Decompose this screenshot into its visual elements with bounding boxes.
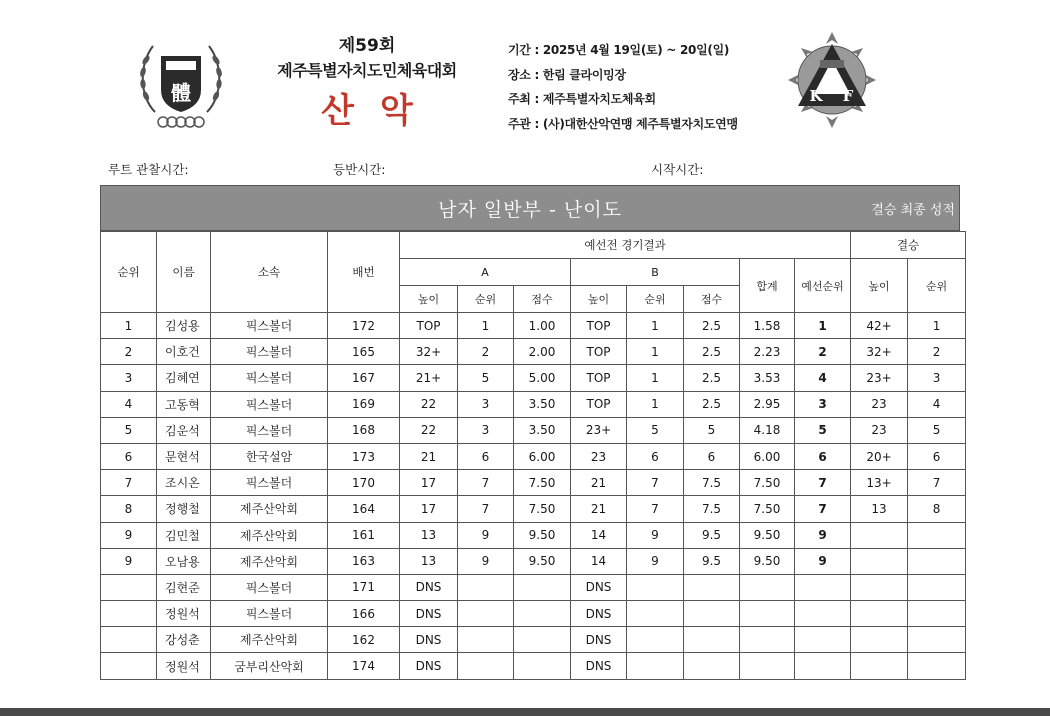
cell-b-height: 23+ xyxy=(571,417,627,443)
svg-text:K: K xyxy=(809,87,823,105)
cell-total: 7.50 xyxy=(740,470,795,496)
col-b-height: 높이 xyxy=(571,286,627,313)
cell-rank xyxy=(101,574,157,600)
cell-b-rank: 5 xyxy=(627,417,684,443)
cell-b-height: TOP xyxy=(571,391,627,417)
cell-a-score: 3.50 xyxy=(514,391,571,417)
info-period: 기간 : 2025년 4월 19일(토) ~ 20일(일) xyxy=(508,43,730,57)
cell-bib: 163 xyxy=(328,548,400,574)
cell-bib: 170 xyxy=(328,470,400,496)
cell-prelim-rank xyxy=(795,653,851,679)
cell-b-rank: 1 xyxy=(627,391,684,417)
col-bib: 배번 xyxy=(328,232,400,313)
cell-rank: 8 xyxy=(101,496,157,522)
cell-bib: 162 xyxy=(328,627,400,653)
cell-bib: 166 xyxy=(328,601,400,627)
cell-b-score xyxy=(684,627,740,653)
cell-final-height xyxy=(851,627,908,653)
cell-b-score: 5 xyxy=(684,417,740,443)
cell-bib: 168 xyxy=(328,417,400,443)
cell-a-rank: 6 xyxy=(458,443,514,469)
cell-final-rank: 3 xyxy=(908,365,966,391)
col-name: 이름 xyxy=(157,232,211,313)
category-banner xyxy=(100,185,960,231)
cell-bib: 167 xyxy=(328,365,400,391)
cell-name: 정원석 xyxy=(157,601,211,627)
cell-name: 김성용 xyxy=(157,313,211,339)
cell-total xyxy=(740,601,795,627)
cell-total: 1.58 xyxy=(740,313,795,339)
cell-team: 한국설암 xyxy=(211,443,328,469)
col-a-height: 높이 xyxy=(400,286,458,313)
cell-b-height: TOP xyxy=(571,313,627,339)
header-row-1 xyxy=(101,232,966,259)
cell-b-rank: 1 xyxy=(627,339,684,365)
cell-a-height: TOP xyxy=(400,313,458,339)
cell-b-score: 2.5 xyxy=(684,339,740,365)
cell-rank xyxy=(101,601,157,627)
cell-name: 오남용 xyxy=(157,548,211,574)
games-emblem xyxy=(133,34,229,134)
cell-final-height: 42+ xyxy=(851,313,908,339)
cell-b-height: 14 xyxy=(571,548,627,574)
cell-prelim-rank: 2 xyxy=(795,339,851,365)
cell-final-height xyxy=(851,601,908,627)
svg-text:體: 體 xyxy=(171,81,191,105)
cell-a-height: DNS xyxy=(400,627,458,653)
cell-bib: 174 xyxy=(328,653,400,679)
cell-b-score: 6 xyxy=(684,443,740,469)
col-final-group: 결승 xyxy=(851,232,966,259)
cell-team: 픽스볼더 xyxy=(211,574,328,600)
cell-prelim-rank xyxy=(795,574,851,600)
cell-team: 픽스볼더 xyxy=(211,417,328,443)
cell-a-rank: 9 xyxy=(458,522,514,548)
cell-a-rank: 1 xyxy=(458,313,514,339)
cell-team: 픽스볼더 xyxy=(211,313,328,339)
info-host: 주최 : 제주특별자치도체육회 xyxy=(508,92,656,106)
cell-total: 3.53 xyxy=(740,365,795,391)
sport-title: 산악 xyxy=(321,91,439,131)
col-final-height: 높이 xyxy=(851,259,908,313)
cell-bib: 171 xyxy=(328,574,400,600)
cell-b-score xyxy=(684,601,740,627)
cell-team: 제주산악회 xyxy=(211,496,328,522)
cell-rank: 5 xyxy=(101,417,157,443)
cell-total: 2.23 xyxy=(740,339,795,365)
cell-b-rank: 7 xyxy=(627,470,684,496)
cell-total xyxy=(740,574,795,600)
cell-a-height: DNS xyxy=(400,601,458,627)
cell-a-score: 7.50 xyxy=(514,496,571,522)
cell-rank: 2 xyxy=(101,339,157,365)
cell-b-score: 9.5 xyxy=(684,548,740,574)
cell-bib: 172 xyxy=(328,313,400,339)
cell-final-rank: 2 xyxy=(908,339,966,365)
svg-text:F: F xyxy=(842,87,854,105)
cell-name: 고동혁 xyxy=(157,391,211,417)
table-row xyxy=(101,391,966,417)
cell-b-rank xyxy=(627,574,684,600)
cell-rank: 9 xyxy=(101,522,157,548)
cell-final-height: 23 xyxy=(851,417,908,443)
cell-a-score: 1.00 xyxy=(514,313,571,339)
cell-a-rank: 2 xyxy=(458,339,514,365)
cell-prelim-rank: 9 xyxy=(795,548,851,574)
cell-final-rank xyxy=(908,653,966,679)
cell-rank: 1 xyxy=(101,313,157,339)
cell-a-height: 22 xyxy=(400,417,458,443)
cell-b-rank: 1 xyxy=(627,313,684,339)
table-row xyxy=(101,443,966,469)
cell-a-rank xyxy=(458,653,514,679)
cell-name: 김운석 xyxy=(157,417,211,443)
cell-a-rank: 9 xyxy=(458,548,514,574)
info-organizer: 주관 : (사)대한산악연맹 제주특별자치도연맹 xyxy=(508,116,738,131)
table-row xyxy=(101,313,966,339)
federation-emblem xyxy=(786,30,878,130)
cell-team: 제주산악회 xyxy=(211,627,328,653)
cell-rank xyxy=(101,627,157,653)
title-block xyxy=(262,34,472,132)
table-row xyxy=(101,339,966,365)
table-row xyxy=(101,365,966,391)
event-edition: 제59회 xyxy=(338,36,396,56)
col-a-rank: 순위 xyxy=(458,286,514,313)
cell-team: 픽스볼더 xyxy=(211,365,328,391)
cell-final-rank xyxy=(908,548,966,574)
event-info xyxy=(508,38,738,136)
cell-a-rank: 3 xyxy=(458,391,514,417)
cell-b-rank: 9 xyxy=(627,522,684,548)
cell-b-rank xyxy=(627,601,684,627)
col-route-a: A xyxy=(400,259,571,286)
cell-final-rank: 7 xyxy=(908,470,966,496)
cell-a-score: 5.00 xyxy=(514,365,571,391)
cell-prelim-rank: 5 xyxy=(795,417,851,443)
cell-final-rank: 6 xyxy=(908,443,966,469)
cell-final-rank xyxy=(908,522,966,548)
event-name: 제주특별자치도민체육대회 xyxy=(277,61,457,80)
cell-a-score xyxy=(514,574,571,600)
results-table xyxy=(100,231,966,680)
col-team: 소속 xyxy=(211,232,328,313)
cell-bib: 169 xyxy=(328,391,400,417)
col-b-score: 점수 xyxy=(684,286,740,313)
cell-a-score xyxy=(514,653,571,679)
route-observation-time-label: 루트 관찰시간: xyxy=(108,162,189,177)
col-a-score: 점수 xyxy=(514,286,571,313)
cell-b-rank: 7 xyxy=(627,496,684,522)
cell-b-score: 2.5 xyxy=(684,391,740,417)
cell-total: 9.50 xyxy=(740,548,795,574)
cell-final-height: 13 xyxy=(851,496,908,522)
cell-bib: 165 xyxy=(328,339,400,365)
cell-b-score xyxy=(684,653,740,679)
table-row xyxy=(101,496,966,522)
cell-final-height: 13+ xyxy=(851,470,908,496)
col-prelim-rank: 예선순위 xyxy=(795,259,851,313)
cell-total xyxy=(740,653,795,679)
cell-a-score: 7.50 xyxy=(514,470,571,496)
cell-a-height: 17 xyxy=(400,470,458,496)
cell-bib: 164 xyxy=(328,496,400,522)
table-row xyxy=(101,470,966,496)
cell-a-rank: 7 xyxy=(458,470,514,496)
cell-rank: 6 xyxy=(101,443,157,469)
cell-b-score xyxy=(684,574,740,600)
cell-prelim-rank xyxy=(795,601,851,627)
cell-final-height: 23 xyxy=(851,391,908,417)
cell-prelim-rank xyxy=(795,627,851,653)
col-total: 합계 xyxy=(740,259,795,313)
cell-a-height: 21+ xyxy=(400,365,458,391)
info-venue: 장소 : 한림 클라이밍장 xyxy=(508,67,626,82)
cell-b-rank xyxy=(627,627,684,653)
cell-b-height: DNS xyxy=(571,653,627,679)
cell-final-height xyxy=(851,522,908,548)
cell-a-height: 13 xyxy=(400,522,458,548)
cell-final-height xyxy=(851,574,908,600)
cell-b-height: DNS xyxy=(571,627,627,653)
cell-b-height: TOP xyxy=(571,365,627,391)
cell-final-height xyxy=(851,653,908,679)
cell-final-rank: 4 xyxy=(908,391,966,417)
table-row xyxy=(101,653,966,679)
cell-a-rank xyxy=(458,574,514,600)
col-final-rank: 순위 xyxy=(908,259,966,313)
cell-total: 6.00 xyxy=(740,443,795,469)
page-bottom-edge xyxy=(0,708,1050,716)
cell-final-rank xyxy=(908,601,966,627)
cell-b-score: 7.5 xyxy=(684,470,740,496)
cell-rank: 3 xyxy=(101,365,157,391)
cell-name: 김혜연 xyxy=(157,365,211,391)
cell-b-height: 21 xyxy=(571,496,627,522)
cell-b-score: 7.5 xyxy=(684,496,740,522)
cell-prelim-rank: 3 xyxy=(795,391,851,417)
cell-a-score: 3.50 xyxy=(514,417,571,443)
cell-a-score xyxy=(514,627,571,653)
cell-rank: 9 xyxy=(101,548,157,574)
cell-b-rank: 9 xyxy=(627,548,684,574)
cell-name: 김현준 xyxy=(157,574,211,600)
cell-prelim-rank: 7 xyxy=(795,470,851,496)
cell-a-height: 17 xyxy=(400,496,458,522)
cell-total: 2.95 xyxy=(740,391,795,417)
cell-a-score: 9.50 xyxy=(514,522,571,548)
cell-total: 9.50 xyxy=(740,522,795,548)
cell-name: 문현석 xyxy=(157,443,211,469)
table-row xyxy=(101,548,966,574)
cell-final-rank xyxy=(908,627,966,653)
cell-name: 정행철 xyxy=(157,496,211,522)
cell-team: 픽스볼더 xyxy=(211,601,328,627)
cell-a-height: DNS xyxy=(400,653,458,679)
cell-name: 김민철 xyxy=(157,522,211,548)
cell-a-height: 32+ xyxy=(400,339,458,365)
table-row xyxy=(101,601,966,627)
cell-prelim-rank: 4 xyxy=(795,365,851,391)
results-body xyxy=(101,313,966,680)
cell-a-height: 21 xyxy=(400,443,458,469)
cell-final-rank: 5 xyxy=(908,417,966,443)
cell-b-rank: 6 xyxy=(627,443,684,469)
cell-team: 픽스볼더 xyxy=(211,391,328,417)
cell-bib: 173 xyxy=(328,443,400,469)
cell-team: 픽스볼더 xyxy=(211,470,328,496)
col-prelim-group: 예선전 경기결과 xyxy=(400,232,851,259)
cell-prelim-rank: 1 xyxy=(795,313,851,339)
cell-b-height: DNS xyxy=(571,574,627,600)
cell-a-rank xyxy=(458,601,514,627)
cell-a-score xyxy=(514,601,571,627)
cell-team: 제주산악회 xyxy=(211,522,328,548)
table-row xyxy=(101,574,966,600)
table-row xyxy=(101,417,966,443)
climbing-time-label: 등반시간: xyxy=(333,162,386,177)
cell-total: 4.18 xyxy=(740,417,795,443)
cell-prelim-rank: 9 xyxy=(795,522,851,548)
cell-a-height: 22 xyxy=(400,391,458,417)
table-row xyxy=(101,627,966,653)
category-title: 남자 일반부 - 난이도 xyxy=(438,199,622,221)
result-type-label: 결승 최종 성적 xyxy=(871,203,955,218)
cell-a-score: 2.00 xyxy=(514,339,571,365)
cell-b-score: 2.5 xyxy=(684,313,740,339)
cell-final-rank: 1 xyxy=(908,313,966,339)
col-rank: 순위 xyxy=(101,232,157,313)
cell-b-rank: 1 xyxy=(627,365,684,391)
cell-rank xyxy=(101,653,157,679)
cell-a-score: 6.00 xyxy=(514,443,571,469)
cell-b-score: 9.5 xyxy=(684,522,740,548)
cell-name: 강성춘 xyxy=(157,627,211,653)
cell-team: 제주산악회 xyxy=(211,548,328,574)
cell-b-height: 14 xyxy=(571,522,627,548)
cell-a-rank: 5 xyxy=(458,365,514,391)
cell-b-height: DNS xyxy=(571,601,627,627)
cell-final-rank: 8 xyxy=(908,496,966,522)
cell-final-height: 20+ xyxy=(851,443,908,469)
col-b-rank: 순위 xyxy=(627,286,684,313)
cell-bib: 161 xyxy=(328,522,400,548)
cell-final-height xyxy=(851,548,908,574)
col-route-b: B xyxy=(571,259,740,286)
cell-final-rank xyxy=(908,574,966,600)
cell-team: 굼부리산악회 xyxy=(211,653,328,679)
cell-team: 픽스볼더 xyxy=(211,339,328,365)
cell-prelim-rank: 7 xyxy=(795,496,851,522)
cell-name: 조시온 xyxy=(157,470,211,496)
cell-name: 정원석 xyxy=(157,653,211,679)
start-time-label: 시작시간: xyxy=(651,162,704,177)
cell-b-height: TOP xyxy=(571,339,627,365)
cell-rank: 4 xyxy=(101,391,157,417)
cell-name: 이호건 xyxy=(157,339,211,365)
cell-a-height: DNS xyxy=(400,574,458,600)
cell-b-rank xyxy=(627,653,684,679)
cell-b-height: 23 xyxy=(571,443,627,469)
cell-b-score: 2.5 xyxy=(684,365,740,391)
cell-prelim-rank: 6 xyxy=(795,443,851,469)
cell-a-rank: 3 xyxy=(458,417,514,443)
cell-a-height: 13 xyxy=(400,548,458,574)
cell-a-rank xyxy=(458,627,514,653)
cell-final-height: 23+ xyxy=(851,365,908,391)
cell-a-rank: 7 xyxy=(458,496,514,522)
cell-final-height: 32+ xyxy=(851,339,908,365)
table-row xyxy=(101,522,966,548)
cell-rank: 7 xyxy=(101,470,157,496)
cell-total xyxy=(740,627,795,653)
cell-total: 7.50 xyxy=(740,496,795,522)
cell-b-height: 21 xyxy=(571,470,627,496)
cell-a-score: 9.50 xyxy=(514,548,571,574)
